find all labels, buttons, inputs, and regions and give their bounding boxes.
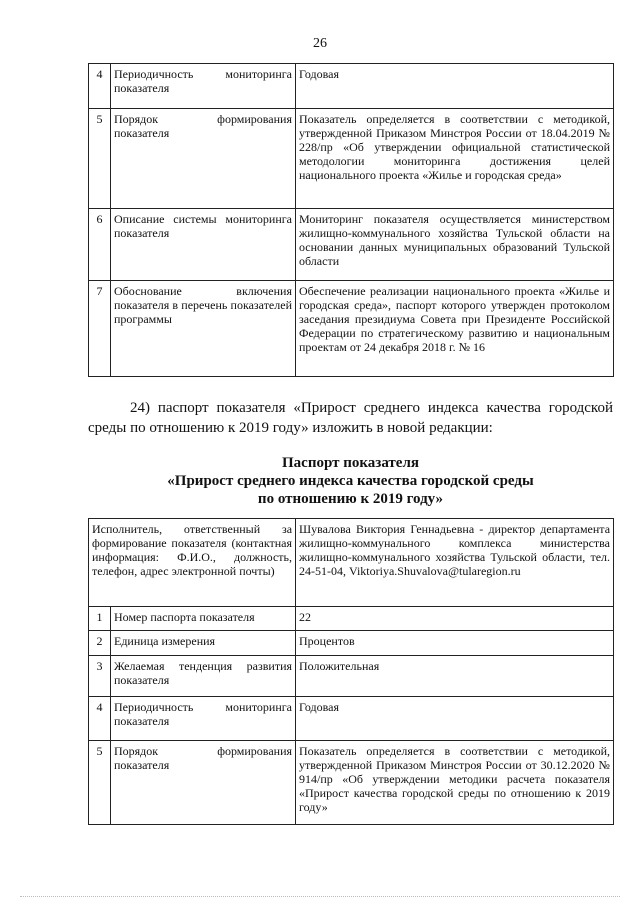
row-number: 4 — [89, 697, 111, 741]
row-label: Периодичность мониторинга показателя — [111, 697, 296, 741]
passport-title-line: по отношению к 2019 году» — [257, 491, 444, 507]
table-row — [89, 697, 614, 741]
indicator-passport-table-continued — [88, 63, 614, 377]
row-value: Показатель определяется в соответствии с методикой, утвержденной Приказом Минстроя России от 18.04.2019 № 228/пр «Об утверждении официальной статистической методологии мониторинга достижения целей национального проекта «Жилье и городская среда» — [296, 109, 614, 209]
row-value: Годовая — [296, 64, 614, 109]
row-number: 6 — [89, 209, 111, 281]
amendment-paragraph: 24) паспорт показателя «Прирост среднего индекса качества городской среды по отношению к 2019 году» изложить в новой редакции: — [88, 400, 613, 436]
row-number: 3 — [89, 656, 111, 697]
passport-title — [88, 454, 613, 508]
executor-label: Исполнитель, ответственный за формирование показателя (контактная информация: Ф.И.О., должность, телефон, адрес электронной почты) — [89, 519, 296, 607]
indicator-passport-table — [88, 518, 614, 825]
row-number: 5 — [89, 109, 111, 209]
table-row — [89, 631, 614, 656]
row-number: 1 — [89, 607, 111, 631]
executor-value: Шувалова Виктория Геннадьевна - директор департамента жилищно-коммунального комплекса министерства жилищно-коммунального хозяйства Тульской области, тел. 24-51-04, Viktoriya.Shuvalova@tularegion.ru — [296, 519, 614, 607]
row-label: Желаемая тенденция развития показателя — [111, 656, 296, 697]
row-value: Годовая — [296, 697, 614, 741]
table-row — [89, 607, 614, 631]
passport-title-line: «Прирост среднего индекса качества городской среды — [167, 473, 534, 489]
passport-title-line: Паспорт показателя — [282, 455, 419, 471]
row-number: 7 — [89, 281, 111, 377]
table-row — [89, 109, 614, 209]
row-label: Описание системы мониторинга показателя — [111, 209, 296, 281]
row-value: Обеспечение реализации национального проекта «Жилье и городская среда», паспорт которого утвержден протоколом заседания президиума Совета при Президенте Российской Федерации по стратегическому развитию и национальным проектам от 24 декабря 2018 г. № 16 — [296, 281, 614, 377]
row-value: Мониторинг показателя осуществляется министерством жилищно-коммунального хозяйства Тульской области на основании данных муниципальных образований Тульской области — [296, 209, 614, 281]
table-row — [89, 281, 614, 377]
row-value: 22 — [296, 607, 614, 631]
table-row — [89, 209, 614, 281]
table-row — [89, 519, 614, 607]
row-label: Порядок формирования показателя — [111, 741, 296, 825]
row-value: Положительная — [296, 656, 614, 697]
row-number: 5 — [89, 741, 111, 825]
table-row — [89, 64, 614, 109]
page-number: 26 — [313, 36, 327, 51]
row-value: Процентов — [296, 631, 614, 656]
row-number: 2 — [89, 631, 111, 656]
page-bottom-edge — [20, 896, 620, 897]
row-label: Периодичность мониторинга показателя — [111, 64, 296, 109]
table-row — [89, 741, 614, 825]
row-label: Единица измерения — [111, 631, 296, 656]
row-label: Номер паспорта показателя — [111, 607, 296, 631]
row-label: Порядок формирования показателя — [111, 109, 296, 209]
table-row — [89, 656, 614, 697]
row-value: Показатель определяется в соответствии с методикой, утвержденной Приказом Минстроя России от 30.12.2020 № 914/пр «Об утверждении методики расчета показателя «Прирост качества городской среды по отношению к 2019 году» — [296, 741, 614, 825]
row-number: 4 — [89, 64, 111, 109]
row-label: Обоснование включения показателя в перечень показателей программы — [111, 281, 296, 377]
